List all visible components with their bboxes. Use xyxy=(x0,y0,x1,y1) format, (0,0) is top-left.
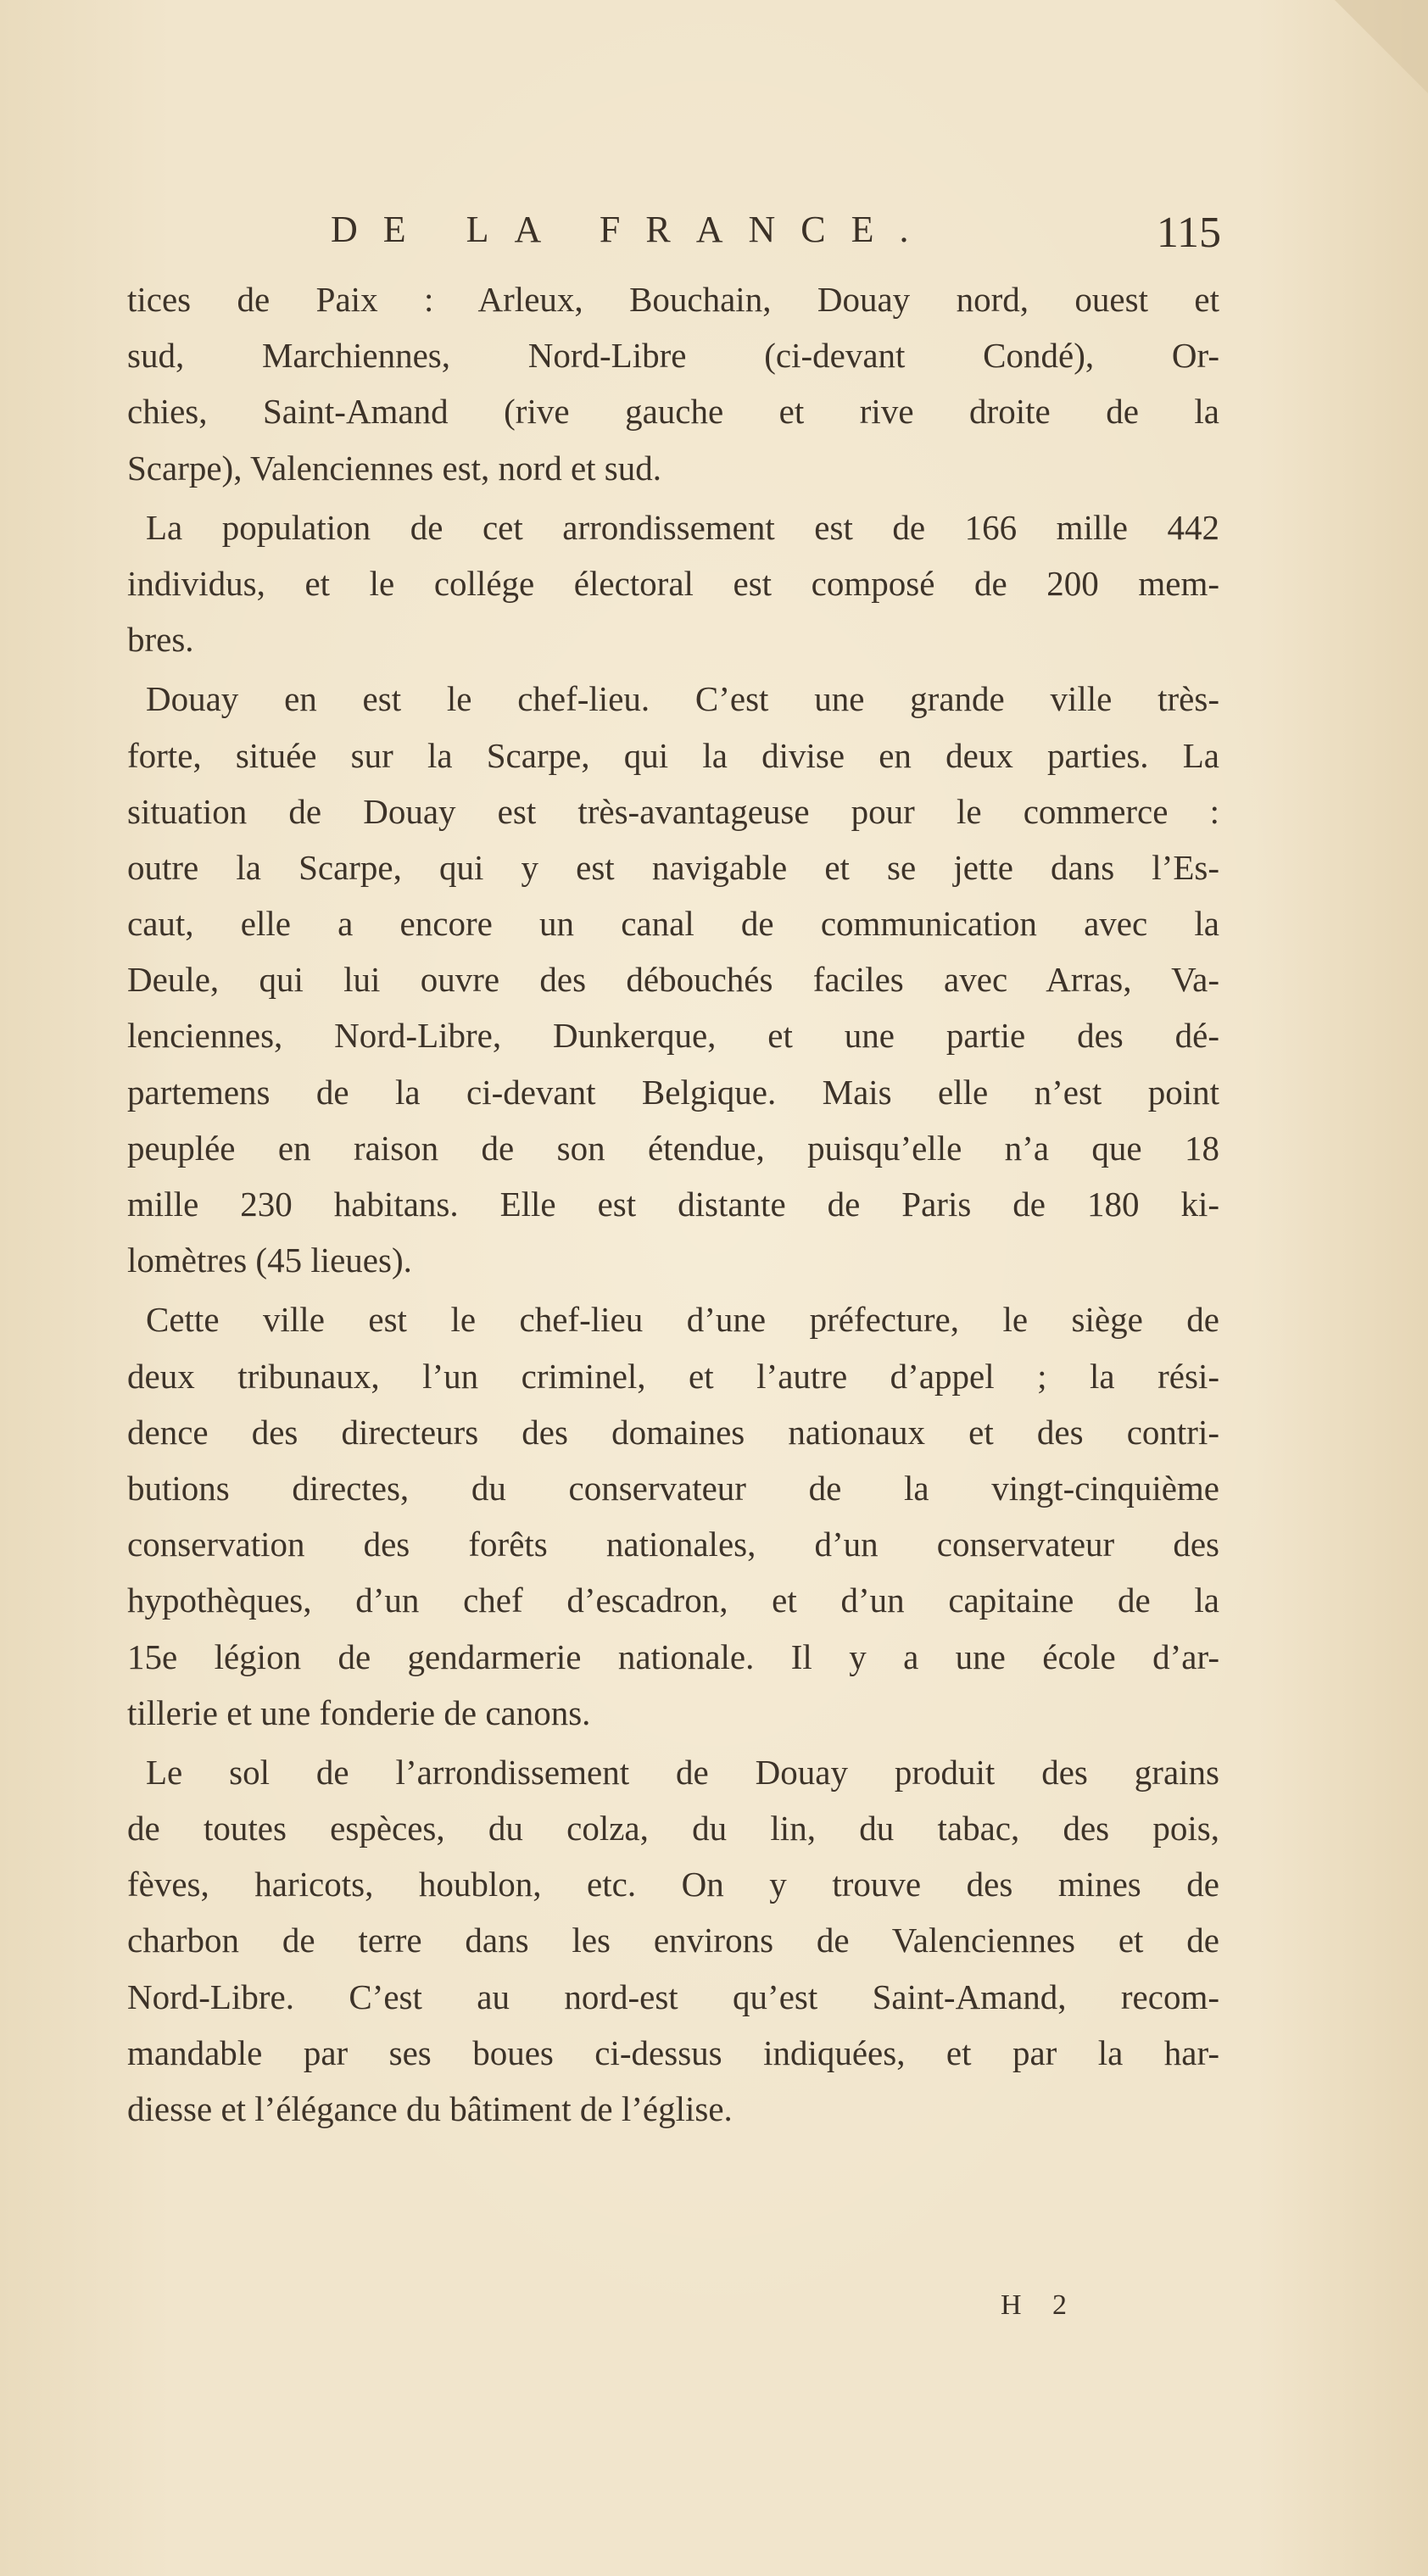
text-line: deux tribunaux, l’un criminel, et l’autre d’appel ; la rési- xyxy=(127,1356,1219,1396)
text-line: outre la Scarpe, qui y est navigable et se jette dans l’Es- xyxy=(127,847,1219,887)
text-body xyxy=(127,271,1219,2137)
text-line: conservation des forêts nationales, d’un conservateur des xyxy=(127,1525,1219,1564)
text-line: Le sol de l’arrondissement de Douay produit des grains xyxy=(146,1752,1219,1792)
text-line: lenciennes, Nord-Libre, Dunkerque, et une partie des dé- xyxy=(127,1016,1219,1056)
signature-mark: H 2 xyxy=(1001,2289,1079,2321)
text-line: mandable par ses boues ci-dessus indiquées, et par la har- xyxy=(127,2032,1219,2072)
text-line: dence des directeurs des domaines nationaux et des contri- xyxy=(127,1412,1219,1452)
text-line: La population de cet arrondissement est de 166 mille 442 xyxy=(146,507,1219,547)
text-line: individus, et le collége électoral est composé de 200 mem- xyxy=(127,563,1219,603)
text-line: sud, Marchiennes, Nord-Libre (ci-devant Condé), Or- xyxy=(127,336,1219,376)
text-line: forte, située sur la Scarpe, qui la divise en deux parties. La xyxy=(127,735,1219,775)
text-line: tices de Paix : Arleux, Bouchain, Douay nord, ouest et xyxy=(127,280,1219,319)
text-line: mille 230 habitans. Elle est distante de Paris de 180 ki- xyxy=(127,1185,1219,1224)
page-number: 115 xyxy=(1156,209,1221,257)
text-line: Deule, qui lui ouvre des débouchés faciles avec Arras, Va- xyxy=(127,960,1219,1000)
text-line: situation de Douay est très-avantageuse pour le commerce : xyxy=(127,791,1219,831)
text-line: 15e légion de gendarmerie nationale. Il y a une école d’ar- xyxy=(127,1636,1219,1676)
text-line: de toutes espèces, du colza, du lin, du tabac, des pois, xyxy=(127,1809,1219,1848)
text-line: caut, elle a encore un canal de communication avec la xyxy=(127,904,1219,944)
text-line: diesse et l’élégance du bâtiment de l’église. xyxy=(127,2089,733,2128)
text-line: chies, Saint-Amand (rive gauche et rive droite de la xyxy=(127,392,1219,432)
text-line: butions directes, du conservateur de la vingt-cinquième xyxy=(127,1468,1219,1508)
running-head xyxy=(331,208,1221,267)
text-line: fèves, haricots, houblon, etc. On y trouve des mines de xyxy=(127,1865,1219,1904)
page-corner xyxy=(1335,0,1428,93)
text-line: bres. xyxy=(127,620,194,660)
text-line: Scarpe), Valenciennes est, nord et sud. xyxy=(127,448,661,488)
text-line: charbon de terre dans les environs de Valenciennes et de xyxy=(127,1921,1219,1960)
text-line: lomètres (45 lieues). xyxy=(127,1241,412,1280)
text-line: Douay en est le chef-lieu. C’est une grande ville très- xyxy=(146,679,1219,719)
text-line: tillerie et une fonderie de canons. xyxy=(127,1692,591,1732)
running-title: DE LA FRANCE. xyxy=(331,209,934,250)
text-line: Cette ville est le chef-lieu d’une préfecture, le siège de xyxy=(146,1300,1219,1340)
text-line: hypothèques, d’un chef d’escadron, et d’un capitaine de la xyxy=(127,1581,1219,1620)
text-line: partemens de la ci-devant Belgique. Mais elle n’est point xyxy=(127,1072,1219,1112)
text-line: Nord-Libre. C’est au nord-est qu’est Saint-Amand, recom- xyxy=(127,1977,1219,2016)
text-line: peuplée en raison de son étendue, puisqu’elle n’a que 18 xyxy=(127,1128,1219,1168)
